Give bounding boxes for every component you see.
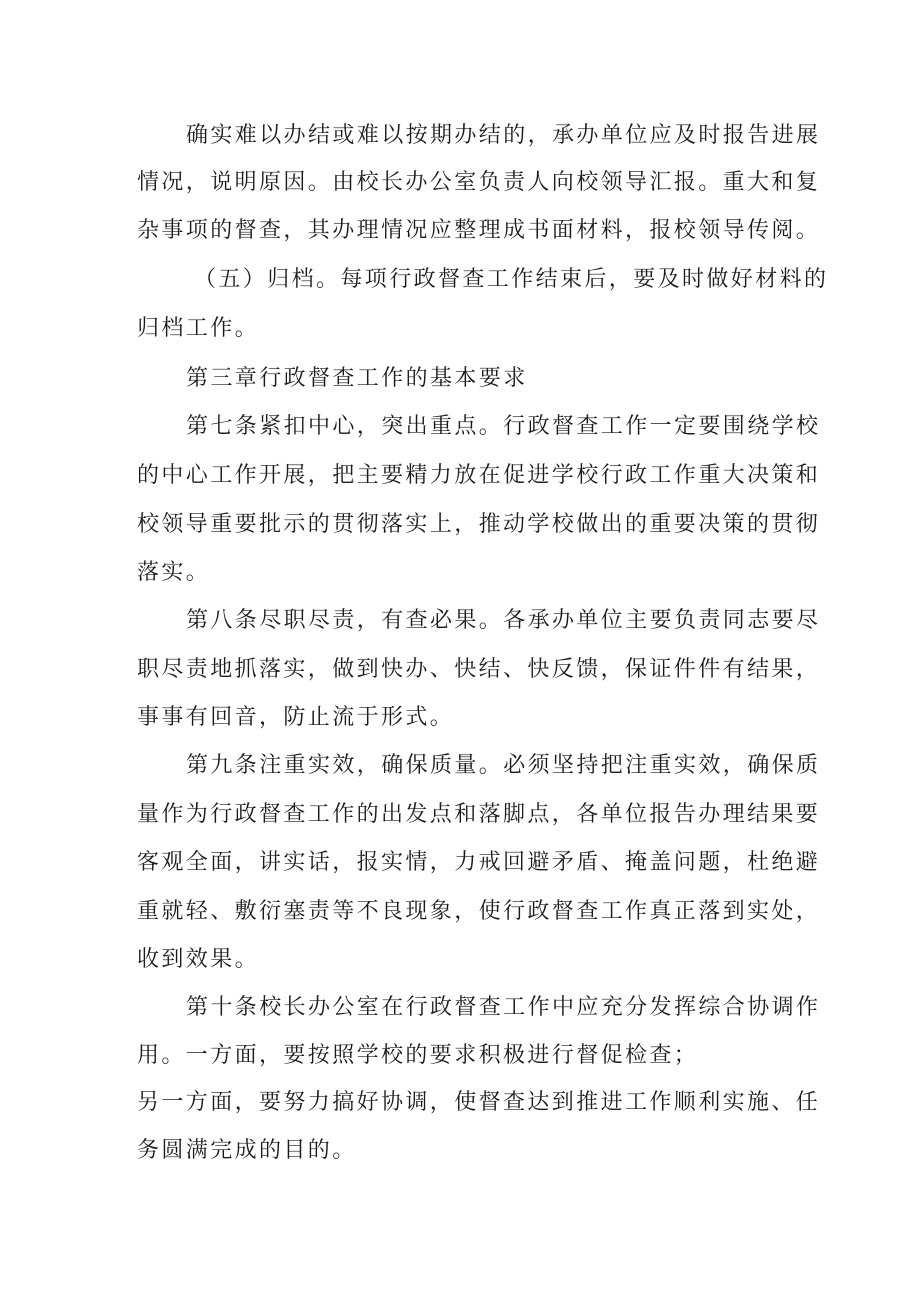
text-line: 杂事项的督查，其办理情况应整理成书面材料，报校领导传阅。 xyxy=(137,218,821,243)
text-line: 客观全面，讲实话，报实情，力戒回避矛盾、掩盖问题，杜绝避 xyxy=(137,850,821,875)
text-line: 职尽责地抓落实，做到快办、快结、快反馈，保证件件有结果， xyxy=(137,657,821,682)
text-line: 量作为行政督查工作的出发点和落脚点，各单位报告办理结果要 xyxy=(137,802,821,827)
text-line: 重就轻、敷衍塞责等不良现象，使行政督查工作真正落到实处， xyxy=(137,899,821,924)
text-line: 情况，说明原因。由校长办公室负责人向校领导汇报。重大和复 xyxy=(137,170,821,195)
text-line: 务圆满完成的目的。 xyxy=(137,1138,357,1163)
text-line: 用。一方面，要按照学校的要求积极进行督促检查； xyxy=(137,1043,699,1068)
chapter-heading: 第三章行政督查工作的基本要求 xyxy=(186,366,528,391)
text-line: 另一方面，要努力搞好协调，使督查达到推进工作顺利实施、任 xyxy=(137,1090,821,1115)
text-line: 归档工作。 xyxy=(137,316,260,341)
text-line: （五）归档。每项行政督查工作结束后，要及时做好材料的 xyxy=(194,267,829,292)
text-line: 第七条紧扣中心，突出重点。行政督查工作一定要围绕学校 xyxy=(186,414,821,439)
text-line: 校领导重要批示的贯彻落实上，推动学校做出的重要决策的贯彻 xyxy=(137,512,821,537)
text-line: 第八条尽职尽责，有查必果。各承办单位主要负责同志要尽 xyxy=(186,608,821,633)
text-line: 事事有回音，防止流于形式。 xyxy=(137,705,455,730)
text-line: 第十条校长办公室在行政督查工作中应充分发挥综合协调作 xyxy=(186,995,821,1020)
text-line: 落实。 xyxy=(137,560,211,585)
text-line: 收到效果。 xyxy=(137,947,260,972)
text-line: 确实难以办结或难以按期办结的，承办单位应及时报告进展 xyxy=(186,123,821,148)
text-line: 的中心工作开展，把主要精力放在促进学校行政工作重大决策和 xyxy=(137,463,821,488)
text-line: 第九条注重实效，确保质量。必须坚持把注重实效，确保质 xyxy=(186,753,821,778)
